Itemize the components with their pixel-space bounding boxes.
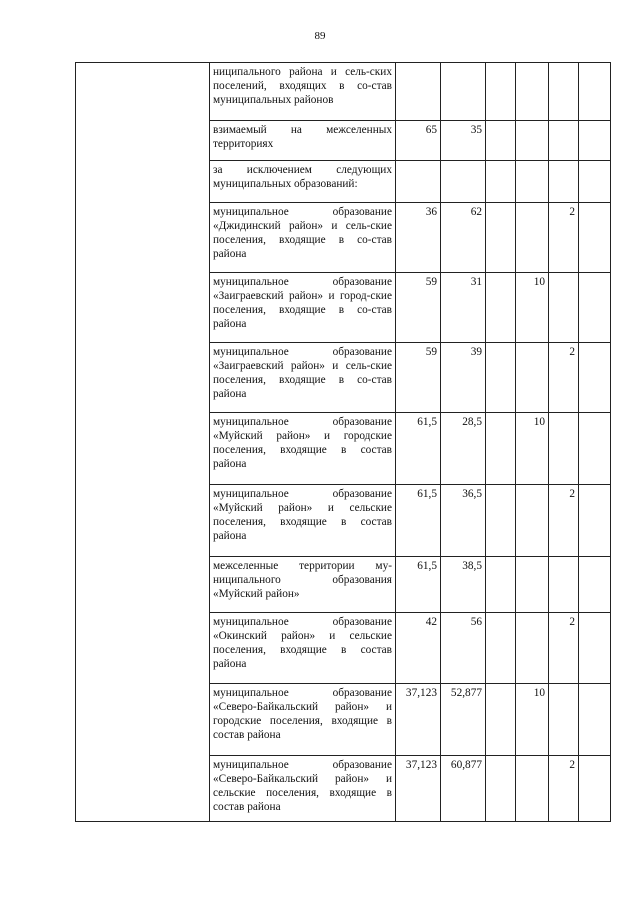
normative-value-cell-3 (486, 203, 516, 273)
normative-value-cell-3 (486, 413, 516, 485)
normative-value-cell-2: 52,877 (441, 684, 486, 756)
normative-value-cell-1: 42 (396, 613, 441, 684)
tax-name-cell (76, 63, 210, 822)
normative-value-cell-2: 62 (441, 203, 486, 273)
normative-value-cell-1: 61,5 (396, 557, 441, 613)
territory-description-cell: межселенные территории му-ниципального образования «Муйский район» (210, 557, 396, 613)
normative-value-cell-1 (396, 63, 441, 121)
normative-value-cell-2: 36,5 (441, 485, 486, 557)
territory-description-cell: муниципальное образование «Муйский район» и сельские поселения, входящие в состав района (210, 485, 396, 557)
normative-value-cell-2: 60,877 (441, 756, 486, 822)
normative-value-cell-2 (441, 161, 486, 203)
normative-value-cell-5 (549, 557, 579, 613)
normative-value-cell-5 (549, 273, 579, 343)
territory-description-cell: взимаемый на межселенных территориях (210, 121, 396, 161)
territory-description-cell: муниципальное образование «Заиграевский район» и сель-ские поселения, входящие в со-став района (210, 343, 396, 413)
normative-value-cell-6 (579, 273, 611, 343)
normative-value-cell-2: 38,5 (441, 557, 486, 613)
budget-distribution-table (75, 62, 611, 822)
normative-value-cell-4 (516, 485, 549, 557)
normative-value-cell-1: 61,5 (396, 413, 441, 485)
normative-value-cell-4 (516, 756, 549, 822)
normative-value-cell-2 (441, 63, 486, 121)
normative-value-cell-6 (579, 161, 611, 203)
normative-value-cell-6 (579, 613, 611, 684)
normative-value-cell-6 (579, 756, 611, 822)
normative-value-cell-6 (579, 684, 611, 756)
normative-value-cell-5: 2 (549, 613, 579, 684)
normative-value-cell-4: 10 (516, 413, 549, 485)
normative-value-cell-3 (486, 557, 516, 613)
normative-value-cell-4 (516, 121, 549, 161)
normative-value-cell-1: 61,5 (396, 485, 441, 557)
normative-value-cell-6 (579, 63, 611, 121)
table-body (76, 63, 611, 822)
normative-value-cell-6 (579, 203, 611, 273)
territory-description-cell: муниципальное образование «Северо-Байкальский район» и городские поселения, входящие в состав района (210, 684, 396, 756)
normative-value-cell-5 (549, 63, 579, 121)
territory-description-cell: за исключением следующих муниципальных образований: (210, 161, 396, 203)
normative-value-cell-5 (549, 684, 579, 756)
normative-value-cell-3 (486, 613, 516, 684)
normative-value-cell-1: 37,123 (396, 756, 441, 822)
normative-value-cell-6 (579, 413, 611, 485)
normative-value-cell-5 (549, 121, 579, 161)
normative-value-cell-1: 59 (396, 343, 441, 413)
normative-value-cell-4 (516, 203, 549, 273)
normative-value-cell-2: 35 (441, 121, 486, 161)
normative-value-cell-2: 39 (441, 343, 486, 413)
normative-value-cell-2: 56 (441, 613, 486, 684)
normative-value-cell-6 (579, 121, 611, 161)
normative-value-cell-4 (516, 161, 549, 203)
normative-value-cell-6 (579, 557, 611, 613)
normative-value-cell-1: 36 (396, 203, 441, 273)
territory-description-cell: муниципальное образование «Джидинский район» и сель-ские поселения, входящие в со-став района (210, 203, 396, 273)
normative-value-cell-6 (579, 485, 611, 557)
normative-value-cell-3 (486, 343, 516, 413)
normative-value-cell-2: 31 (441, 273, 486, 343)
territory-description-cell: муниципальное образование «Окинский район» и сельские поселения, входящие в состав района (210, 613, 396, 684)
normative-value-cell-4: 10 (516, 273, 549, 343)
normative-value-cell-6 (579, 343, 611, 413)
normative-value-cell-1: 65 (396, 121, 441, 161)
normative-value-cell-3 (486, 684, 516, 756)
normative-value-cell-4 (516, 613, 549, 684)
page-number: 89 (314, 30, 326, 42)
normative-value-cell-4 (516, 63, 549, 121)
normative-value-cell-3 (486, 756, 516, 822)
normative-value-cell-5: 2 (549, 343, 579, 413)
normative-value-cell-4: 10 (516, 684, 549, 756)
normative-value-cell-5: 2 (549, 756, 579, 822)
normative-value-cell-3 (486, 485, 516, 557)
normative-value-cell-3 (486, 63, 516, 121)
territory-description-cell: муниципальное образование «Северо-Байкальский район» и сельские поселения, входящие в состав района (210, 756, 396, 822)
normative-value-cell-5 (549, 413, 579, 485)
normative-value-cell-4 (516, 343, 549, 413)
normative-value-cell-2: 28,5 (441, 413, 486, 485)
normative-value-cell-1 (396, 161, 441, 203)
table-row (76, 63, 611, 121)
normative-value-cell-3 (486, 121, 516, 161)
normative-value-cell-5: 2 (549, 485, 579, 557)
normative-value-cell-1: 37,123 (396, 684, 441, 756)
normative-value-cell-4 (516, 557, 549, 613)
territory-description-cell: муниципальное образование «Заиграевский район» и город-ские поселения, входящие в со-став района (210, 273, 396, 343)
normative-value-cell-1: 59 (396, 273, 441, 343)
normative-value-cell-5 (549, 161, 579, 203)
normative-value-cell-3 (486, 161, 516, 203)
territory-description-cell: ниципального района и сель-ских поселений, входящих в со-став муниципальных районов (210, 63, 396, 121)
normative-value-cell-3 (486, 273, 516, 343)
territory-description-cell: муниципальное образование «Муйский район» и городские поселения, входящие в состав района (210, 413, 396, 485)
normative-value-cell-5: 2 (549, 203, 579, 273)
